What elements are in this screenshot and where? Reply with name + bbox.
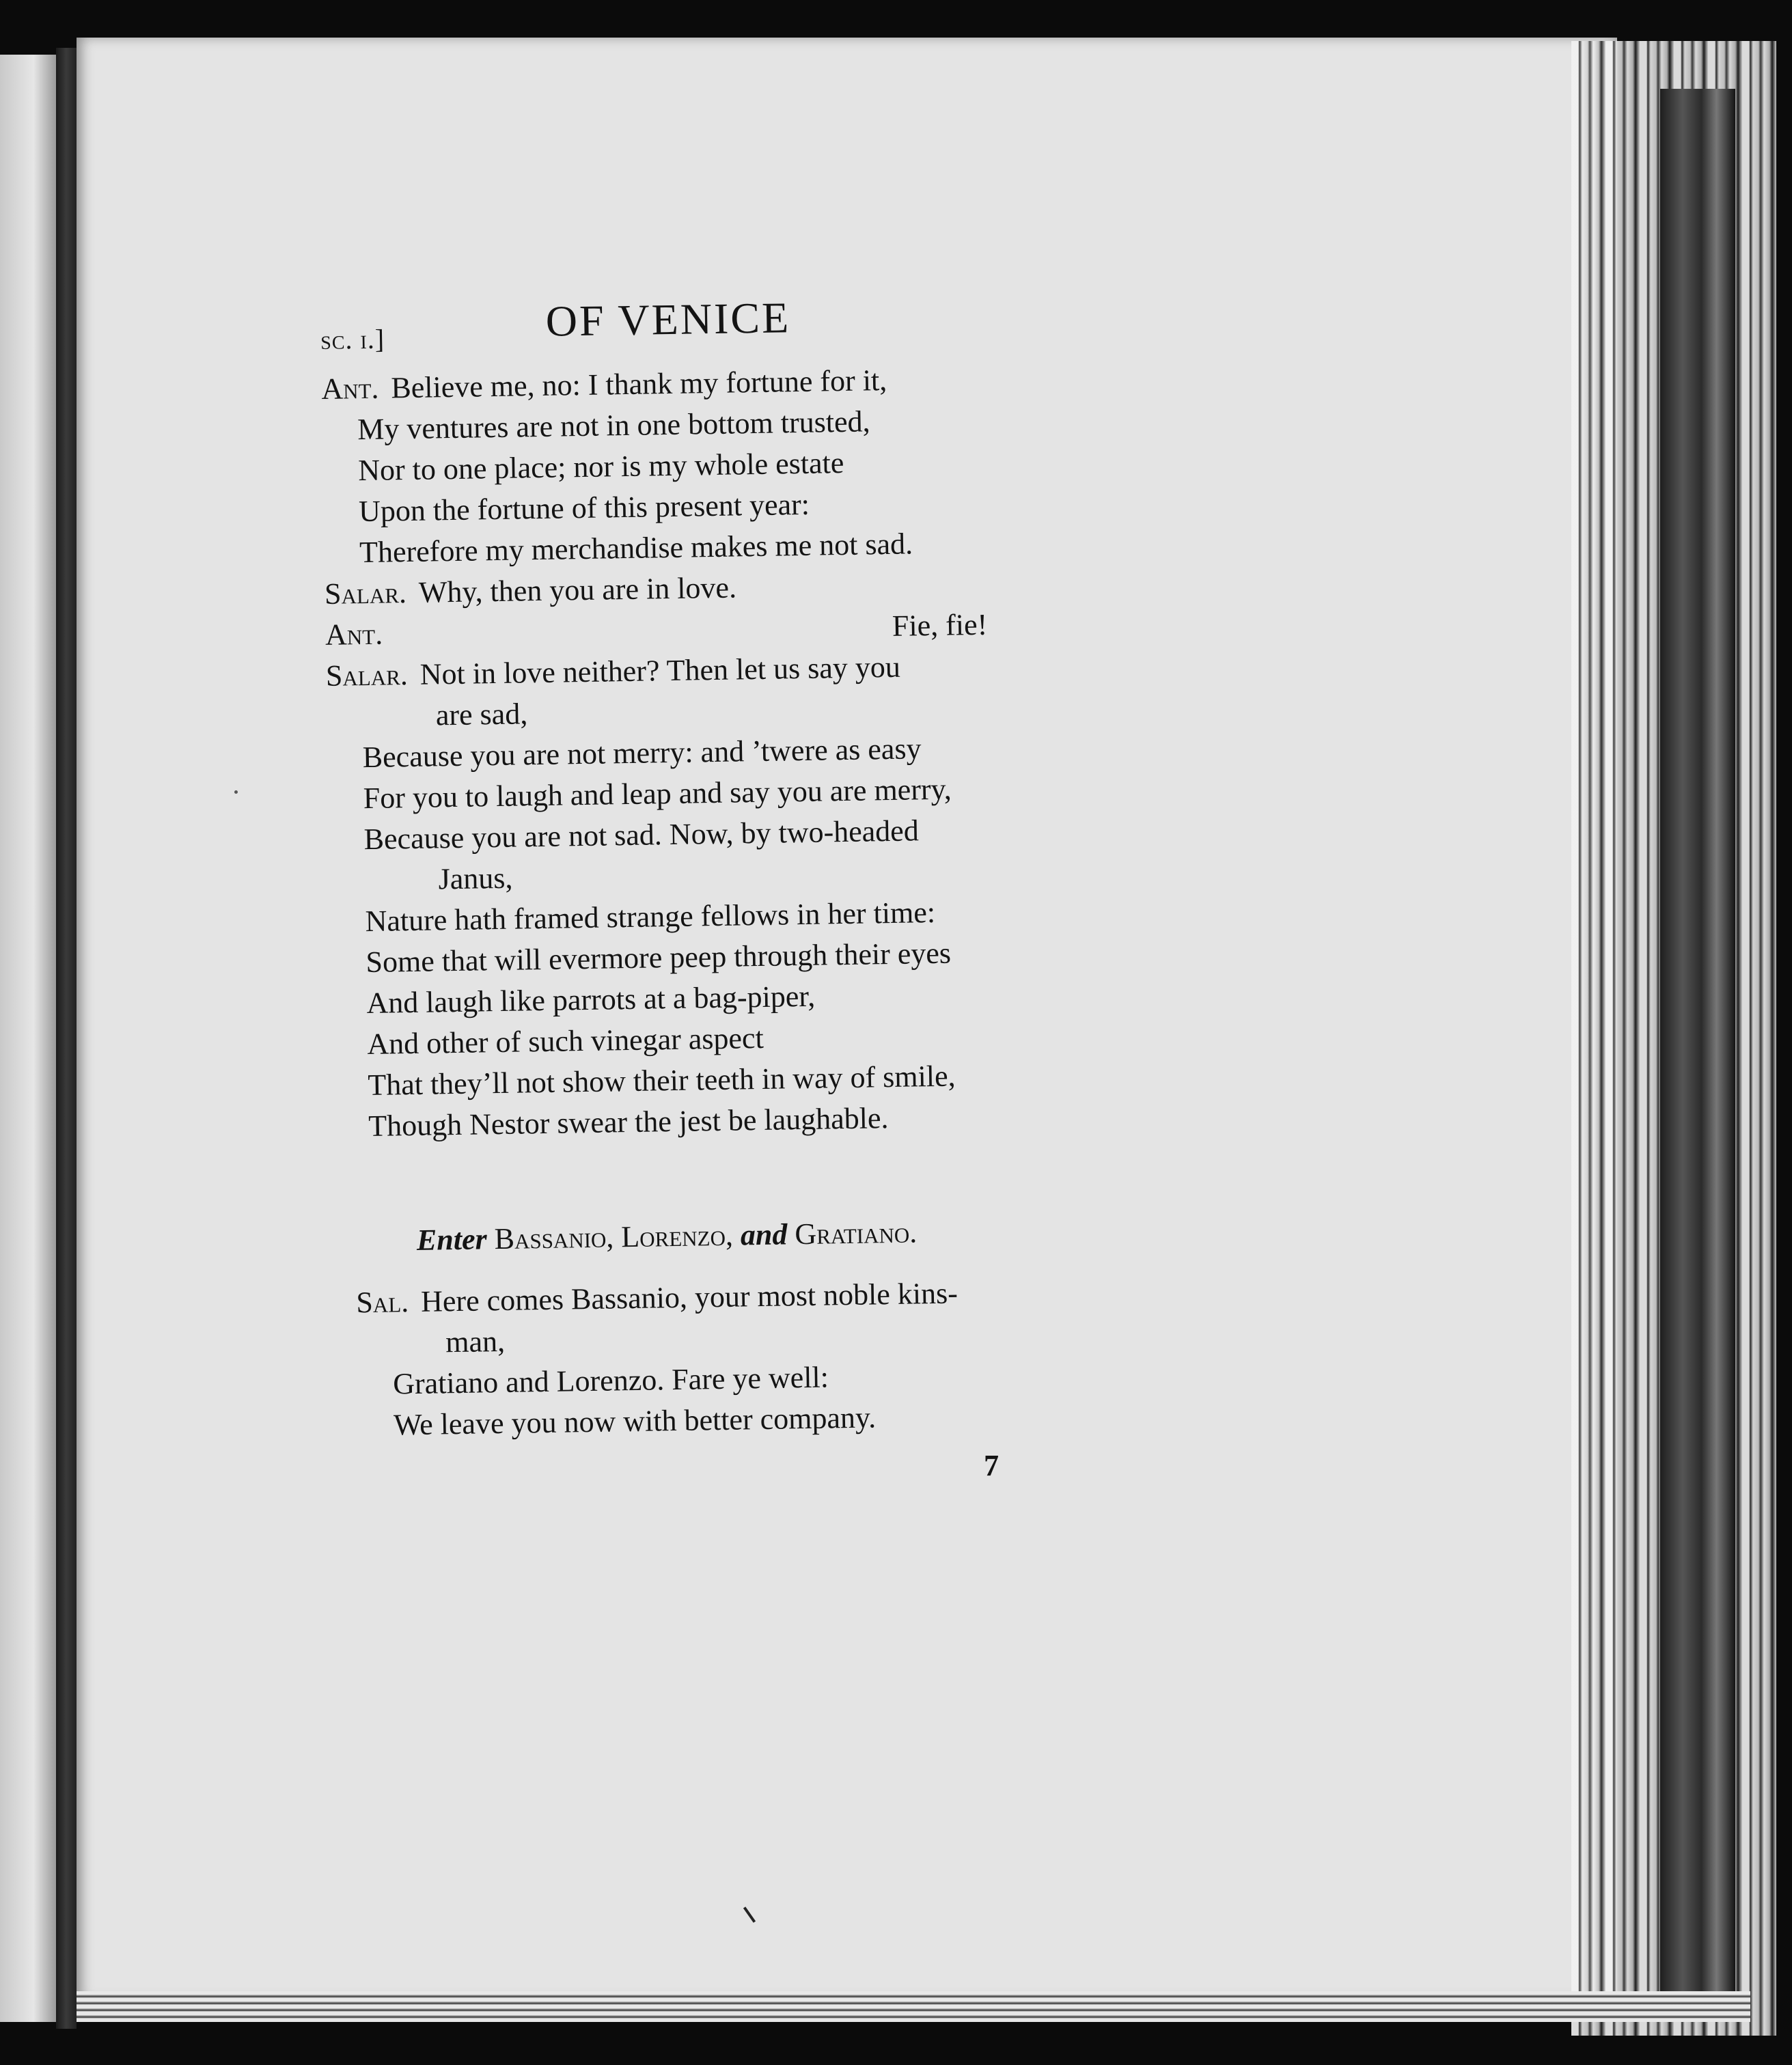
stage-enter: Enter: [416, 1222, 488, 1257]
line-text: Why, then you are in love.: [418, 570, 737, 609]
stage-names: Gratiano.: [794, 1215, 918, 1251]
page-number: 7: [984, 1449, 999, 1482]
line-text: For you to laugh and leap and say you are merry,: [363, 772, 952, 816]
stage-and: and: [740, 1217, 788, 1252]
running-header: [320, 274, 1141, 369]
line-text: That they’ll not show their teeth in way of smile,: [367, 1059, 956, 1103]
bottom-page-edges: [77, 1991, 1750, 2022]
line-text: Janus,: [438, 861, 513, 896]
speaker-name: Ant.: [325, 617, 383, 652]
line-text: man,: [445, 1324, 506, 1359]
speaker-name: Salar.: [324, 576, 407, 611]
book-gutter: [56, 48, 77, 2029]
line-text: Nor to one place; nor is my whole estate: [357, 445, 844, 488]
scene-reference: sc. i.]: [320, 323, 385, 355]
line-text: Fie, fie!: [892, 607, 988, 643]
line-text: Nature hath framed strange fellows in her time:: [365, 895, 936, 939]
line-text: And other of such vinegar aspect: [367, 1021, 764, 1062]
stage-names: Bassanio, Lorenzo,: [494, 1218, 734, 1256]
speaker-name: Salar.: [325, 658, 409, 693]
paper-speck: [234, 790, 238, 794]
line-text: Because you are not merry: and ’twere as easy: [362, 732, 922, 775]
previous-page-edge: [0, 55, 56, 2022]
line-text: are sad,: [435, 697, 528, 732]
line-text: Here comes Bassanio, your most noble kins-: [420, 1276, 959, 1318]
line-text: My ventures are not in one bottom trusted,: [357, 404, 870, 447]
spacer: [333, 1135, 1155, 1221]
book-cover-edge: [1660, 89, 1735, 2022]
line-text: And laugh like parrots at a bag-piper,: [366, 979, 816, 1021]
line-text: We leave you now with better company.: [393, 1400, 877, 1442]
line-text: Because you are not sad. Now, by two-headed: [363, 814, 920, 857]
line-text: Some that will evermore peep through their eyes: [366, 936, 952, 980]
line-text: Not in love neither? Then let us say you: [419, 650, 901, 691]
page-text: [320, 274, 1158, 1447]
speaker-name: Ant.: [320, 371, 379, 406]
line-text: Gratiano and Lorenzo. Fare ye well:: [392, 1360, 829, 1401]
line-text: Believe me, no: I thank my fortune for it,: [391, 363, 887, 405]
speaker-name: Sal.: [355, 1285, 409, 1320]
line-text: Though Nestor swear the jest be laughable.: [368, 1101, 889, 1144]
page-title: OF VENICE: [545, 293, 791, 346]
line-text: Upon the fortune of this present year:: [358, 487, 810, 529]
line-text: Therefore my merchandise makes me not sad.: [359, 527, 913, 570]
